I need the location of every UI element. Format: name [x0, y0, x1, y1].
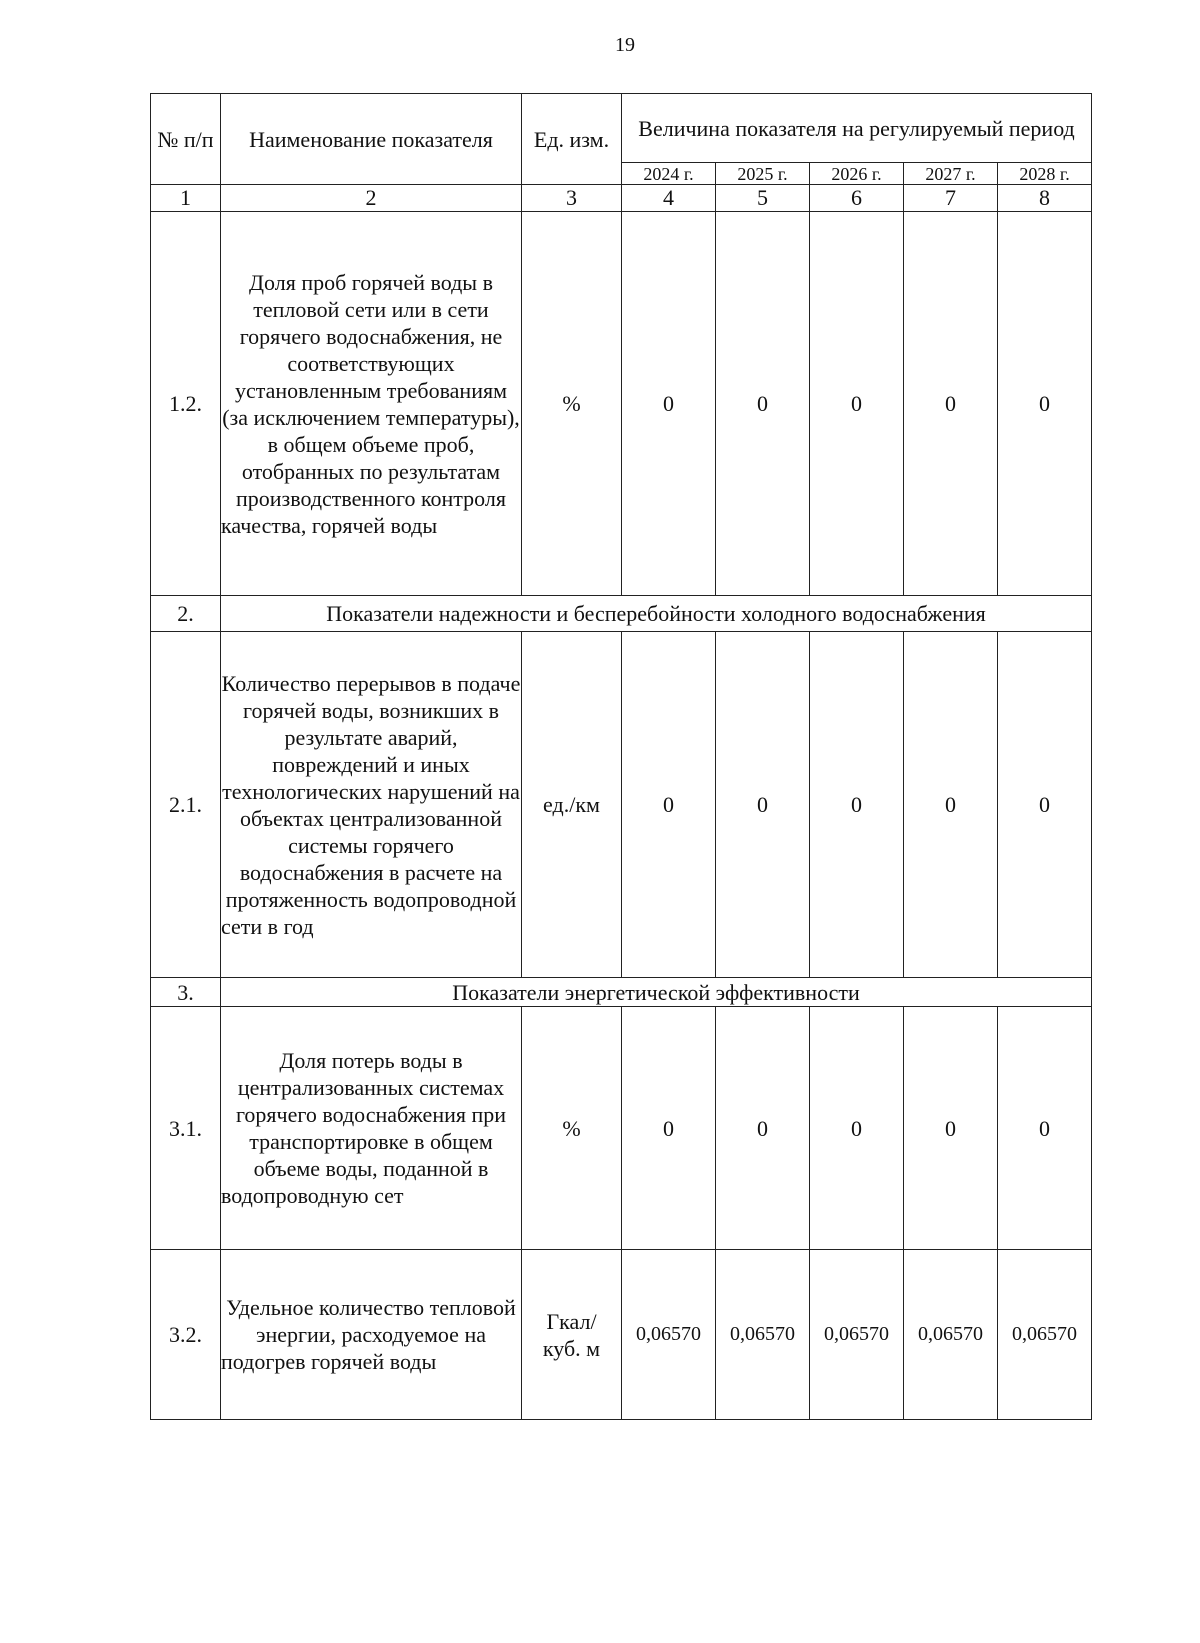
- column-number: 5: [716, 185, 810, 212]
- row-value: 0,06570: [716, 1250, 810, 1420]
- header-year: 2028 г.: [998, 163, 1092, 185]
- row-name: [221, 212, 522, 596]
- table-row: [151, 212, 1092, 596]
- row-value: 0: [810, 1007, 904, 1250]
- row-value: 0: [810, 212, 904, 596]
- column-number: 3: [522, 185, 622, 212]
- row-value: 0: [998, 1007, 1092, 1250]
- row-name-text: Доля проб горячей воды в тепловой сети или в сети горячего водоснабжения, не соответствующих установленным требованиям (за исключением температуры), в общем объеме проб, отобранных по результатам производственного контроля качества, горячей воды: [221, 269, 520, 538]
- row-name: [221, 632, 522, 978]
- section-title: Показатели энергетической эффективности: [221, 978, 1092, 1007]
- section-row: [151, 596, 1092, 632]
- table-row: [151, 1250, 1092, 1420]
- row-value: 0: [998, 212, 1092, 596]
- column-number: 2: [221, 185, 522, 212]
- row-unit: %: [522, 1007, 622, 1250]
- table-row: [151, 1007, 1092, 1250]
- header-year: 2025 г.: [716, 163, 810, 185]
- section-title: Показатели надежности и бесперебойности холодного водоснабжения: [221, 596, 1092, 632]
- row-value: 0,06570: [998, 1250, 1092, 1420]
- section-no: 2.: [151, 596, 221, 632]
- column-number: 6: [810, 185, 904, 212]
- row-no: 2.1.: [151, 632, 221, 978]
- row-name-text: Доля потерь воды в централизованных системах горячего водоснабжения при транспортировке в общем объеме воды, поданной в водопроводную сет: [221, 1048, 507, 1208]
- row-value: 0,06570: [904, 1250, 998, 1420]
- section-row: [151, 978, 1092, 1007]
- header-name: Наименование показателя: [221, 94, 522, 185]
- page-number: 19: [615, 34, 635, 56]
- row-value: 0: [622, 212, 716, 596]
- header-unit: Ед. изм.: [522, 94, 622, 185]
- header-value: Величина показателя на регулируемый период: [622, 94, 1092, 163]
- row-value: 0: [716, 632, 810, 978]
- column-number: 4: [622, 185, 716, 212]
- column-number: 8: [998, 185, 1092, 212]
- row-no: 1.2.: [151, 212, 221, 596]
- row-unit: ед./км: [522, 632, 622, 978]
- row-no: 3.2.: [151, 1250, 221, 1420]
- row-name: [221, 1007, 522, 1250]
- row-value: 0: [904, 1007, 998, 1250]
- row-value: 0: [904, 632, 998, 978]
- section-no: 3.: [151, 978, 221, 1007]
- row-value: 0: [904, 212, 998, 596]
- row-value: 0: [716, 212, 810, 596]
- row-name: [221, 1250, 522, 1420]
- row-value: 0: [810, 632, 904, 978]
- row-name-text: Количество перерывов в подаче горячей воды, возникших в результате аварий, повреждений и иных технологических нарушений на объектах централизованной системы горячего водоснабжения в расчете на протяженность водопроводной сети в год: [221, 670, 521, 939]
- row-value: 0: [716, 1007, 810, 1250]
- header-year: 2027 г.: [904, 163, 998, 185]
- row-name-text: Удельное количество тепловой энергии, расходуемое на подогрев горячей воды: [221, 1295, 516, 1374]
- row-value: 0: [622, 632, 716, 978]
- column-numbers-row: [151, 185, 1092, 212]
- header-year: 2024 г.: [622, 163, 716, 185]
- row-unit: %: [522, 212, 622, 596]
- column-number: 7: [904, 185, 998, 212]
- header-no: № п/п: [151, 94, 221, 185]
- row-value: 0: [622, 1007, 716, 1250]
- table-row: [151, 632, 1092, 978]
- column-number: 1: [151, 185, 221, 212]
- row-unit: Гкал/ куб. м: [522, 1250, 622, 1420]
- row-no: 3.1.: [151, 1007, 221, 1250]
- header-year: 2026 г.: [810, 163, 904, 185]
- indicators-table: [150, 93, 1092, 1420]
- header-row: [151, 94, 1092, 163]
- row-value: 0: [998, 632, 1092, 978]
- row-value: 0,06570: [810, 1250, 904, 1420]
- row-value: 0,06570: [622, 1250, 716, 1420]
